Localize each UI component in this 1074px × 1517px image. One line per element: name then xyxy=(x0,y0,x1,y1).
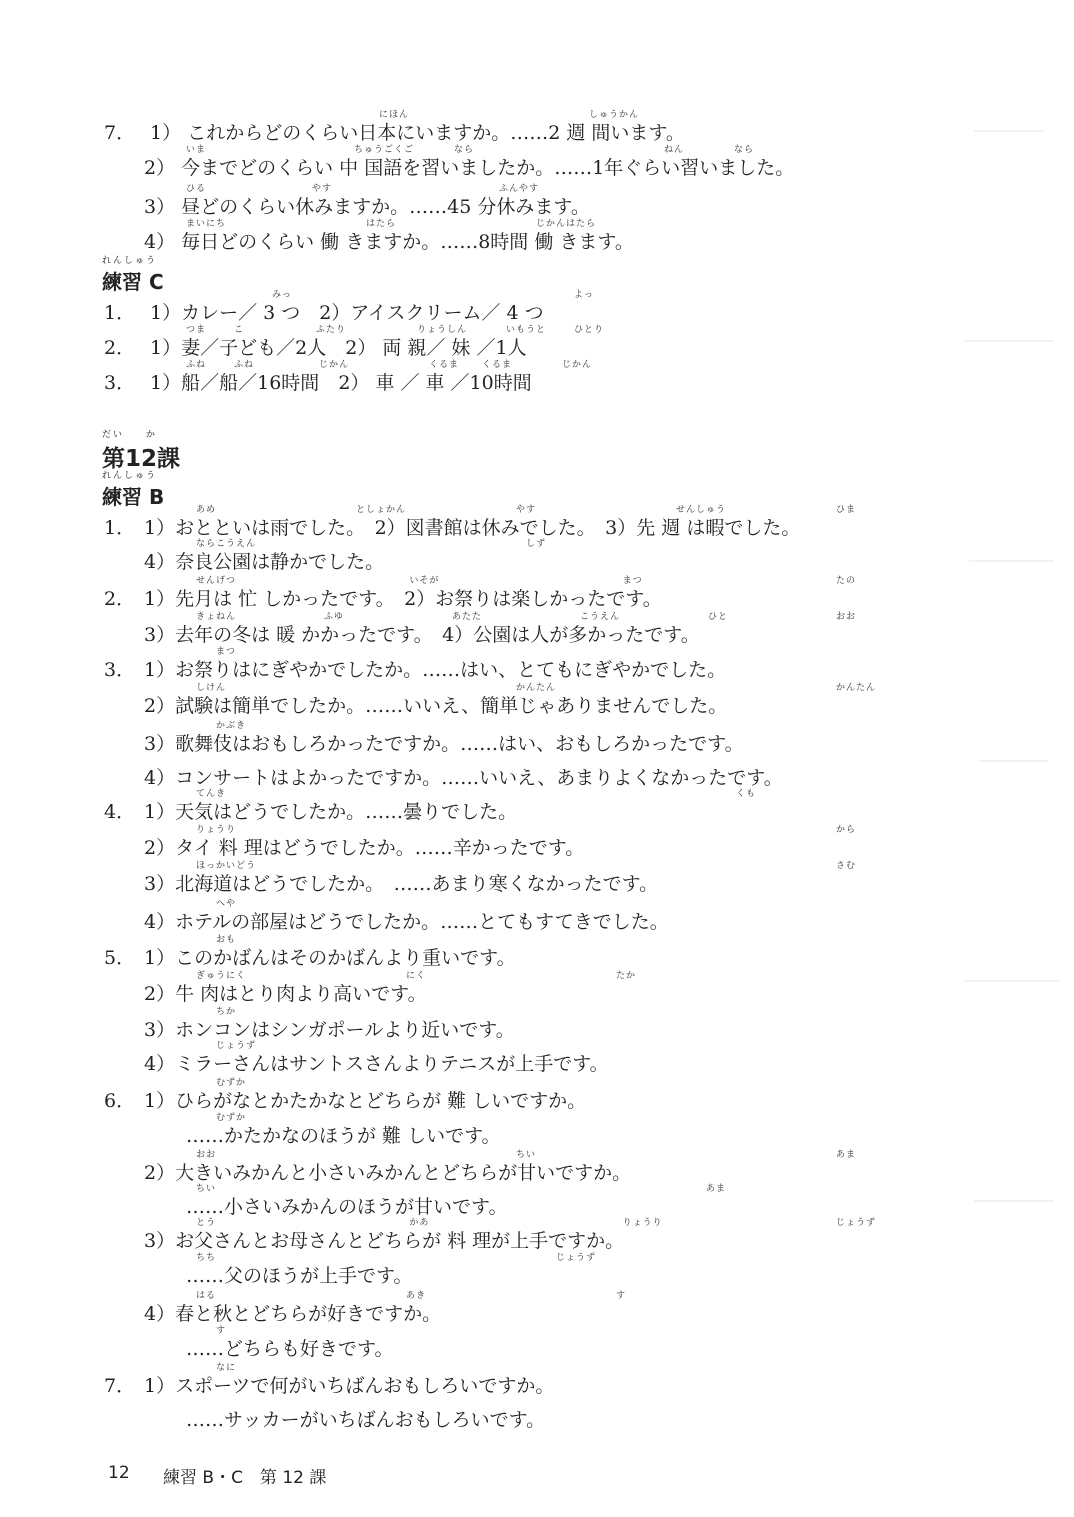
practice-b-line xyxy=(144,1041,609,1075)
furigana: やす xyxy=(312,184,333,194)
item-label: 1） xyxy=(144,659,176,681)
furigana: しず xyxy=(526,539,547,549)
furigana: いもうと xyxy=(506,325,547,335)
furigana: じょうず xyxy=(836,1218,877,1228)
item-label: 1） xyxy=(144,1375,176,1397)
practice-b-line xyxy=(144,683,877,717)
furigana: ぎゅうにく xyxy=(196,971,247,981)
practice-b-line xyxy=(144,1291,627,1325)
question-number: 1． xyxy=(104,517,136,539)
practice-b-line xyxy=(104,505,857,539)
practice-b-line xyxy=(144,899,669,933)
furigana: むずか xyxy=(216,1078,247,1088)
practice-b-line xyxy=(104,789,757,823)
item-text: おとといは雨でした。 2）図書館は休みでした。 3）先 週 は暇でした。 xyxy=(175,517,801,539)
furigana: す xyxy=(216,1326,227,1336)
item-text: 歌舞伎はおもしろかったですか。……はい、おもしろかったです。 xyxy=(175,733,744,755)
row-text: 1）船／船／16時間 2） 車 ／ 車 ／10時間 xyxy=(150,372,532,394)
furigana: たの xyxy=(836,576,857,586)
furigana: なら xyxy=(734,145,755,155)
practice-b-line xyxy=(186,1253,597,1287)
practice-b-heading xyxy=(102,471,165,510)
furigana: としょかん xyxy=(356,505,407,515)
item-text: コンサートはよかったですか。……いいえ、あまりよくなかったです。 xyxy=(175,767,783,789)
furigana: から xyxy=(836,825,857,835)
furigana: よっ xyxy=(574,290,595,300)
item-text: お祭りはにぎやかでしたか。……はい、とてもにぎやかでした。 xyxy=(175,659,727,681)
item-text: ……かたかなのほうが 難 しいです。 xyxy=(186,1125,501,1147)
furigana: れんしゅう xyxy=(102,471,158,481)
furigana: はる xyxy=(196,1291,217,1301)
item-label: 2） xyxy=(144,157,176,179)
furigana: りょうり xyxy=(622,1218,663,1228)
furigana: みっ xyxy=(272,290,293,300)
practice-b-line xyxy=(144,539,547,573)
item-text: 今までどのくらい 中 国語を習いましたか。……1年ぐらい習いました。 xyxy=(181,157,795,179)
item-label: 4） xyxy=(144,911,176,933)
item-text: これからどのくらい日本にいますか。……2 週 間います。 xyxy=(187,122,685,144)
furigana: かあ xyxy=(409,1218,430,1228)
furigana: ふね xyxy=(186,360,207,370)
question-number: 3． xyxy=(104,659,136,681)
practice-b-line xyxy=(144,825,857,859)
furigana: ひま xyxy=(836,505,857,515)
practice-b-line xyxy=(144,612,857,646)
furigana: あま xyxy=(706,1184,727,1194)
item-text: 試験は簡単でしたか。……いいえ、簡単じゃありませんでした。 xyxy=(175,695,728,717)
furigana: ちか xyxy=(216,1007,237,1017)
furigana: あき xyxy=(406,1291,427,1301)
furigana: ちゅうごくご xyxy=(354,145,415,155)
question-number: 2． xyxy=(104,588,136,610)
question-number: 5． xyxy=(104,947,136,969)
question-number: 4． xyxy=(104,801,136,823)
furigana: くるま xyxy=(482,360,513,370)
practice-c-row-2 xyxy=(104,325,605,359)
practice-b-line xyxy=(186,1409,545,1431)
item-text: 大きいみかんと小さいみかんとどちらが甘いですか。 xyxy=(175,1162,632,1184)
furigana: じょうず xyxy=(216,1041,257,1051)
item-text: 奈良公園は静かでした。 xyxy=(175,551,385,573)
furigana: やす xyxy=(516,505,537,515)
furigana: ふね xyxy=(234,360,255,370)
furigana: あめ xyxy=(196,505,217,515)
furigana: ひとり xyxy=(574,325,605,335)
furigana: くも xyxy=(736,789,757,799)
item-label: 3） xyxy=(144,1019,176,1041)
practice-b-line xyxy=(186,1326,394,1360)
question-number: 7． xyxy=(104,122,136,144)
question-number: 7． xyxy=(104,1375,136,1397)
item-text: このかばんはそのかばんより重いです。 xyxy=(175,947,516,969)
furigana: おも xyxy=(216,935,237,945)
furigana: あたた xyxy=(452,612,483,622)
furigana: にく xyxy=(406,971,427,981)
practice-b-line xyxy=(186,1184,727,1218)
furigana: こうえん xyxy=(580,612,621,622)
furigana: おお xyxy=(836,612,857,622)
practice-b-line xyxy=(144,721,744,755)
item-text: タイ 料 理はどうでしたか。……辛かったです。 xyxy=(175,837,585,859)
item-text: 春と秋とどちらが好きですか。 xyxy=(175,1303,442,1325)
practice-c-row-1 xyxy=(104,290,595,324)
item-label: 1） xyxy=(144,1090,176,1112)
item-label: 3） xyxy=(144,873,176,895)
item-text: ホンコンはシンガポールより近いです。 xyxy=(175,1019,515,1041)
item-text: 北海道はどうでしたか。 ……あまり寒くなかったです。 xyxy=(175,873,659,895)
title-text: 第12課 xyxy=(102,446,181,472)
practice-b-line xyxy=(144,1150,857,1184)
furigana: かぶき xyxy=(216,721,247,731)
practice-b-line xyxy=(104,647,727,681)
question-number: 1． xyxy=(104,302,136,324)
furigana: ちい xyxy=(516,1150,537,1160)
practice-b-line xyxy=(144,1007,515,1041)
furigana: てんき xyxy=(196,789,227,799)
item-label: 2） xyxy=(144,695,176,717)
furigana: くるま xyxy=(429,360,460,370)
furigana: まいにち xyxy=(186,219,227,229)
lesson11-q7-item-4 xyxy=(144,219,634,253)
furigana: いそが xyxy=(409,576,440,586)
furigana: ふゆ xyxy=(324,612,345,622)
furigana: なら xyxy=(454,145,475,155)
furigana: しけん xyxy=(196,683,227,693)
furigana: きょねん xyxy=(196,612,237,622)
furigana: かんたん xyxy=(516,683,557,693)
furigana: こ xyxy=(234,325,245,335)
item-text: 牛 肉はとり肉より高いです。 xyxy=(175,983,427,1005)
furigana: ふたり xyxy=(316,325,347,335)
furigana: あま xyxy=(836,1150,857,1160)
item-label: 4） xyxy=(144,1053,176,1075)
lesson11-q7-item-2 xyxy=(144,145,795,179)
furigana: じかん xyxy=(562,360,593,370)
furigana: せんげつ xyxy=(196,576,237,586)
lesson11-q7-item-3 xyxy=(144,184,590,218)
item-label: 4） xyxy=(144,551,176,573)
practice-b-line xyxy=(104,1363,555,1397)
furigana: せんしゅう xyxy=(676,505,727,515)
item-label: 1） xyxy=(144,517,176,539)
item-label: 4） xyxy=(144,767,176,789)
item-label: 2） xyxy=(144,837,176,859)
furigana: りょうしん xyxy=(417,325,468,335)
furigana: ひと xyxy=(708,612,729,622)
furigana: へや xyxy=(216,899,237,909)
heading-text: 練習 C xyxy=(102,270,164,294)
furigana: じかんはたら xyxy=(536,219,597,229)
item-label: 1） xyxy=(144,588,176,610)
furigana: かんたん xyxy=(836,683,877,693)
furigana: ちち xyxy=(196,1253,217,1263)
furigana: ひる xyxy=(186,184,207,194)
practice-b-line xyxy=(144,971,637,1005)
practice-b-line xyxy=(104,576,857,610)
furigana: す xyxy=(616,1291,627,1301)
practice-b-line xyxy=(104,935,516,969)
item-label: 3） xyxy=(144,624,176,646)
furigana: じょうず xyxy=(556,1253,597,1263)
furigana: じかん xyxy=(319,360,350,370)
heading-text: 練習 B xyxy=(102,485,165,509)
item-text: ミラーさんはサントスさんよりテニスが上手です。 xyxy=(175,1053,609,1075)
furigana: だい か xyxy=(102,430,158,440)
furigana: はたら xyxy=(366,219,397,229)
practice-b-line xyxy=(144,767,783,789)
question-number: 3． xyxy=(104,372,136,394)
bleed-through-marks xyxy=(954,0,1074,1517)
item-label: 4） xyxy=(144,1303,176,1325)
practice-b-line xyxy=(144,1218,877,1252)
furigana: まつ xyxy=(622,576,643,586)
item-text: ……父のほうが上手です。 xyxy=(186,1265,413,1287)
furigana: にほん xyxy=(379,110,410,120)
practice-c-row-3 xyxy=(104,360,593,394)
furigana: なに xyxy=(216,1363,237,1373)
furigana: とう xyxy=(196,1218,217,1228)
item-text: ……どちらも好きです。 xyxy=(186,1338,394,1360)
practice-b-line xyxy=(144,861,857,895)
lesson11-q7-item-1 xyxy=(104,110,685,144)
question-number: 2． xyxy=(104,337,136,359)
item-label: 1） xyxy=(150,122,182,144)
item-text: ホテルの部屋はどうでしたか。……とてもすてきでした。 xyxy=(175,911,669,933)
item-text: ……小さいみかんのほうが甘いです。 xyxy=(186,1196,508,1218)
item-text: ひらがなとかたかなとどちらが 難 しいですか。 xyxy=(175,1090,587,1112)
furigana: まつ xyxy=(216,647,237,657)
furigana: いま xyxy=(186,145,207,155)
furigana: ほっかいどう xyxy=(196,861,257,871)
furigana: ねん xyxy=(664,145,685,155)
furigana: ならこうえん xyxy=(196,539,257,549)
item-label: 3） xyxy=(144,1230,176,1252)
row-text: 1）妻／子ども／2人 2） 両 親／ 妹 ／1人 xyxy=(150,337,527,359)
item-text: 先月は 忙 しかったです。 2）お祭りは楽しかったです。 xyxy=(175,588,662,610)
item-label: 2） xyxy=(144,983,176,1005)
item-label: 4） xyxy=(144,231,176,253)
item-label: 1） xyxy=(144,801,176,823)
furigana: りょうり xyxy=(196,825,237,835)
question-number: 6． xyxy=(104,1090,136,1112)
item-text: 去年の冬は 暖 かかったです。 4）公園は人が多かったです。 xyxy=(175,624,700,646)
practice-b-line xyxy=(186,1113,501,1147)
footer-section: 練習 B・C 第 12 課 xyxy=(163,1468,327,1488)
item-label: 3） xyxy=(144,196,176,218)
furigana: つま xyxy=(186,325,207,335)
furigana: ふんやす xyxy=(499,184,540,194)
furigana: おお xyxy=(196,1150,217,1160)
row-text: 1）カレー／ 3 つ 2）アイスクリーム／ 4 つ xyxy=(150,302,544,324)
item-label: 2） xyxy=(144,1162,176,1184)
practice-b-line xyxy=(104,1078,587,1112)
practice-c-heading xyxy=(102,256,164,295)
furigana: しゅうかん xyxy=(589,110,640,120)
item-text: 天気はどうでしたか。……曇りでした。 xyxy=(175,801,518,823)
item-text: スポーツで何がいちばんおもしろいですか。 xyxy=(175,1375,555,1397)
item-label: 1） xyxy=(144,947,176,969)
item-text: 昼どのくらい休みますか。……45 分休みます。 xyxy=(181,196,590,218)
furigana: ちい xyxy=(196,1184,217,1194)
furigana: さむ xyxy=(836,861,857,871)
item-text: お父さんとお母さんとどちらが 料 理が上手ですか。 xyxy=(175,1230,625,1252)
item-text: ……サッカーがいちばんおもしろいです。 xyxy=(186,1409,546,1431)
furigana: むずか xyxy=(216,1113,247,1123)
page-number: 12 xyxy=(108,1463,130,1483)
furigana: れんしゅう xyxy=(102,256,158,266)
furigana: たか xyxy=(616,971,637,981)
item-label: 3） xyxy=(144,733,176,755)
item-text: 毎日どのくらい 働 きますか。……8時間 働 きます。 xyxy=(181,231,634,253)
